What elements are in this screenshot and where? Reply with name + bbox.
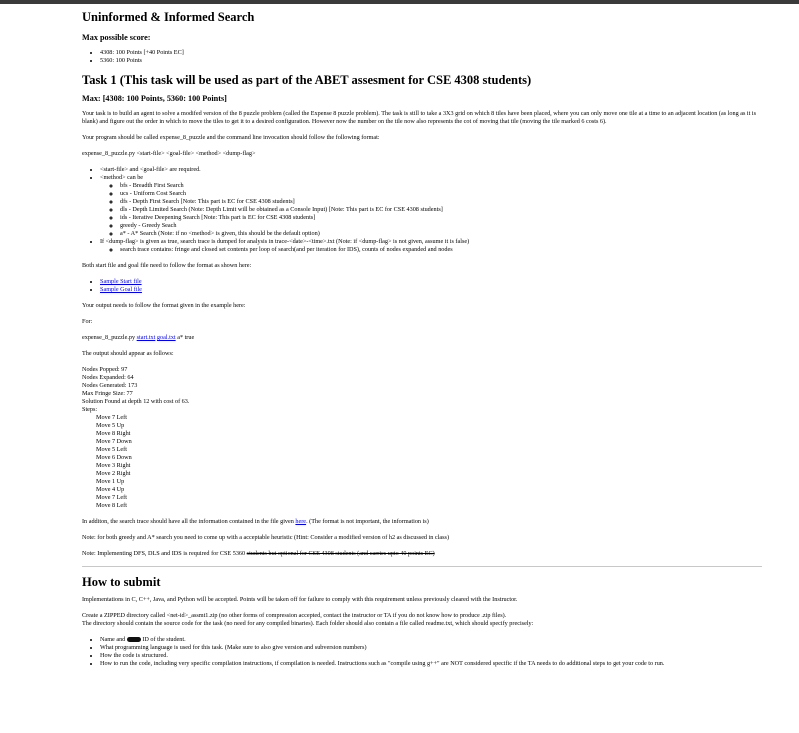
ids-note-prefix: Note: Implementing DFS, DLS and IDS is required for CSE 5360 — [82, 550, 247, 557]
step-line: Move 3 Right — [96, 462, 131, 469]
dump-sub-list — [100, 246, 772, 254]
step-line: Move 7 Down — [96, 438, 132, 445]
ids-note — [82, 550, 772, 558]
step-line: Move 1 Up — [96, 478, 125, 485]
page-title: Uninformed & Informed Search — [82, 10, 255, 24]
max-score-item: • 5360: 100 Points — [100, 57, 772, 65]
output-format-text: Your output needs to follow the format given in the example here: — [82, 302, 246, 309]
readme-name-item — [100, 636, 772, 644]
languages-text: Implementations in C, C++, Java, and Python will be accepted. Points will be taken off for failure to comply with this requirement unless previously cleared with the Instructor. — [82, 596, 518, 603]
example-command — [82, 334, 772, 342]
max-score-item: • 4308: 100 Points [+40 Points EC] — [100, 49, 772, 57]
step-line: Move 6 Down — [96, 454, 132, 461]
method-greedy: ◦ greedy - Greedy Seach — [120, 222, 772, 230]
dump-sub-item: ◦ search trace contains: fringe and closed set contents per loop of search(and per iteration for IDS), counts of nodes expanded and nodes — [120, 246, 772, 254]
method-item — [100, 174, 772, 238]
step-line: Move 7 Left — [96, 494, 127, 501]
submit-heading: How to submit — [82, 575, 161, 589]
method-astar: ◦ a* - A* Search (Note: if no <method> is given, this should be the default option) — [120, 230, 772, 238]
method-bfs: ◦ bfs - Breadth First Search — [120, 182, 772, 190]
sample-start-item — [100, 278, 772, 286]
step-line: Move 2 Right — [96, 470, 131, 477]
example-goal-link[interactable]: goal.txt — [156, 334, 176, 341]
assignment-page — [82, 6, 772, 676]
redacted-mark — [127, 637, 141, 642]
method-ids: ◦ ids - Iterative Deepening Search [Note: This part is EC for CSE 4308 students] — [120, 214, 772, 222]
dump-flag-item — [100, 238, 772, 254]
trace-text-after: . (The format is not important, the information is) — [306, 518, 429, 525]
readme-run-item: • How to run the code, including very specific compilation instructions, if compilation is needed. Instructions such as "compile using g++" are NOT considered specific if the TA needs to do additional steps to get your code to run. — [100, 660, 772, 668]
method-dfs: ◦ dfs - Depth First Search [Note: This part is EC for CSE 4308 students] — [120, 198, 772, 206]
dump-flag-text: If <dump-flag> is given as true, search trace is dumped for analysis in trace-<date>-<time>.txt (Note: if <dump-flag> is not given, assume it is false) — [100, 238, 470, 245]
zip-instructions — [82, 612, 772, 628]
appear-text: The output should appear as follows: — [82, 350, 174, 357]
readme-name-suffix: ID of the student. — [140, 636, 186, 643]
zip-line-2: The directory should contain the source code for the task (no need for any compiled binaries). Each folder should also contain a file called readme.txt, which should specify precisely: — [82, 620, 534, 627]
output-line: Nodes Expanded: 64 — [82, 374, 134, 381]
method-dls: ◦ dls - Depth Limited Search (Note: Depth Limit will be obtained as a Console Input) [Note: This part is EC for CSE 4308 students] — [120, 206, 772, 214]
readme-name-prefix: Name and — [100, 636, 127, 643]
step-line: Move 5 Up — [96, 422, 125, 429]
program-name-text: Your program should be called expense_8_puzzle and the command line invocation should follow the following format: — [82, 134, 380, 141]
task1-max-heading: Max: [4308: 100 Points, 5360: 100 Points] — [82, 94, 227, 103]
trace-text-before: In additon, the search trace should have all the information contained in the file given — [82, 518, 296, 525]
example-prefix: expense_8_puzzle.py — [82, 334, 137, 341]
readme-list — [82, 636, 772, 668]
heuristic-note: Note: for both greedy and A* search you need to come up with a acceptable heuristic (Hint: Consider a modified version of h2 as discussed in class) — [82, 534, 450, 541]
zip-line-1: Create a ZIPPED directory called <net-id>_assmt1.zip (no other forms of compression accepted, contact the instructor or TA if you do not know how to produce .zip files). — [82, 612, 507, 619]
browser-top-bar — [0, 0, 799, 4]
trace-text — [82, 518, 772, 526]
sample-goal-item — [100, 286, 772, 294]
sample-goal-link[interactable]: Sample Goal file — [100, 286, 142, 293]
section-divider — [82, 566, 762, 567]
for-label: For: — [82, 318, 93, 325]
method-list — [100, 182, 772, 238]
output-line: Nodes Generated: 173 — [82, 382, 138, 389]
task1-heading: Task 1 (This task will be used as part of the ABET assesment for CSE 4308 students) — [82, 73, 532, 87]
step-line: Move 4 Up — [96, 486, 125, 493]
output-line: Steps: — [82, 406, 98, 413]
trace-here-link[interactable]: here — [295, 518, 307, 525]
ids-note-struck: students but optional for CSE 4308 students (and carries upto 40 points EC) — [246, 550, 435, 557]
output-line: Solution Found at depth 12 with cost of 63. — [82, 398, 190, 405]
example-suffix: a* true — [175, 334, 195, 341]
step-line: Move 7 Left — [96, 414, 127, 421]
example-output — [82, 366, 772, 510]
sample-links-list — [82, 278, 772, 294]
output-line: Nodes Popped: 97 — [82, 366, 128, 373]
sample-start-link[interactable]: Sample Start file — [100, 278, 142, 285]
step-line: Move 8 Left — [96, 502, 127, 509]
task1-description: Your task is to build an agent to solve a modifed version of the 8 puzzle problem (called the Expense 8 puzzle problem). The task is still to take a 3X3 grid on which 8 tiles have been placed, where you can only move one tile at a time to an adjacent location (as long as it is blank) and figure out the order in which to move the tiles to get it to a desired configuration. However now the number on the tile now also represents the cot of moving that tile (moving the tile marked 6 costs 6). — [82, 110, 757, 125]
step-line: Move 8 Right — [96, 430, 131, 437]
invocation-format: expense_8_puzzle.py <start-file> <goal-file> <method> <dump-flag> — [82, 150, 256, 157]
arguments-list — [82, 166, 772, 254]
readme-structure-item: • How the code is structured. — [100, 652, 772, 660]
method-intro: <method> can be — [100, 174, 144, 181]
max-score-heading: Max possible score: — [82, 33, 151, 42]
output-line: Max Fringe Size: 77 — [82, 390, 133, 397]
example-start-link[interactable]: start.txt — [136, 334, 156, 341]
step-line: Move 5 Left — [96, 446, 127, 453]
max-score-list — [82, 49, 772, 65]
readme-language-item: • What programming language is used for this task. (Make sure to also give version and subversion numbers) — [100, 644, 772, 652]
format-text: Both start file and goal file need to follow the format as shown here: — [82, 262, 252, 269]
method-ucs: ◦ ucs - Uniform Cost Search — [120, 190, 772, 198]
required-args-item: • <start-file> and <goal-file> are required. — [100, 166, 772, 174]
